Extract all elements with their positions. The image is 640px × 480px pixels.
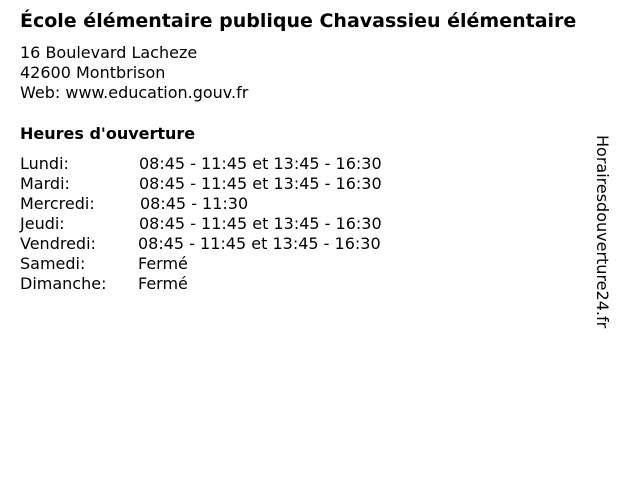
day-label: Mercredi: — [20, 194, 95, 213]
day-label: Samedi: — [20, 254, 86, 273]
hours-row-sunday — [20, 274, 440, 294]
hours-row-friday — [20, 234, 440, 254]
day-label: Dimanche: — [20, 274, 107, 293]
hours-row-tuesday — [20, 174, 440, 194]
address-block — [20, 43, 248, 103]
time-value: Fermé — [138, 274, 188, 293]
street-address: 16 Boulevard Lacheze — [20, 43, 198, 62]
hours-row-wednesday — [20, 194, 440, 214]
hours-row-thursday — [20, 214, 440, 234]
hours-row-saturday — [20, 254, 440, 274]
day-label: Mardi: — [20, 174, 70, 193]
time-value: 08:45 - 11:45 et 13:45 - 16:30 — [138, 234, 381, 253]
hours-table — [20, 154, 440, 294]
time-value: 08:45 - 11:30 — [140, 194, 249, 213]
day-label: Vendredi: — [20, 234, 96, 253]
page-title: École élémentaire publique Chavassieu élémentaire — [20, 10, 577, 32]
day-label: Jeudi: — [20, 214, 65, 233]
city-address: 42600 Montbrison — [20, 63, 166, 82]
website-text: Web: www.education.gouv.fr — [20, 83, 249, 102]
time-value: 08:45 - 11:45 et 13:45 - 16:30 — [139, 154, 382, 173]
site-watermark: Horairesdouverture24.fr — [593, 135, 612, 329]
hours-row-monday — [20, 154, 440, 174]
hours-heading: Heures d'ouverture — [20, 124, 196, 143]
day-label: Lundi: — [20, 154, 69, 173]
time-value: Fermé — [138, 254, 188, 273]
time-value: 08:45 - 11:45 et 13:45 - 16:30 — [139, 174, 382, 193]
time-value: 08:45 - 11:45 et 13:45 - 16:30 — [139, 214, 382, 233]
